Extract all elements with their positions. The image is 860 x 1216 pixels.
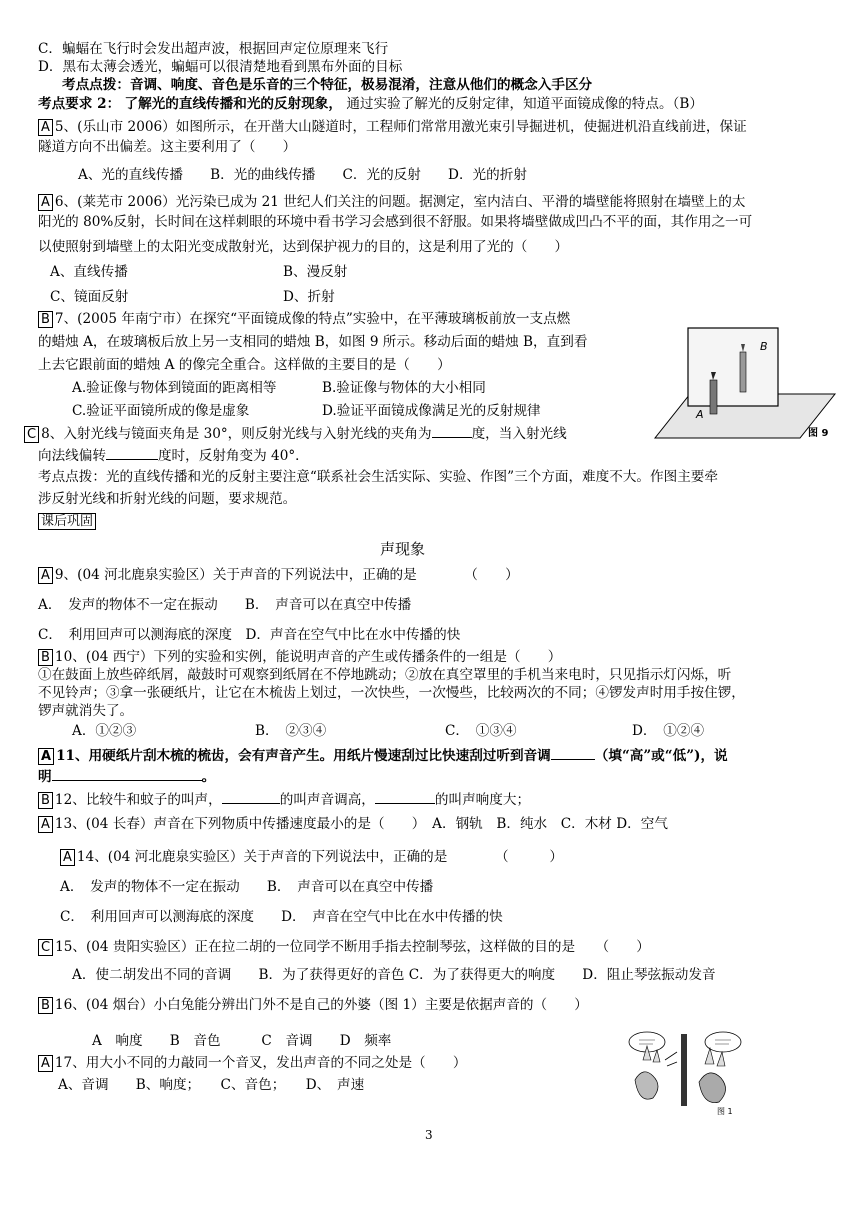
q14-options-cd: C． 利用回声可以测海底的深度 D． 声音在空气中比在水中传播的快 bbox=[60, 909, 503, 925]
q10-option-b: B． ②③④ bbox=[255, 723, 327, 739]
figure-1-caption: 图 1 bbox=[717, 1107, 733, 1116]
q6-option-d: D、折射 bbox=[283, 289, 335, 305]
q5-options: A、光的直线传播 B．光的曲线传播 C．光的反射 D．光的折射 bbox=[78, 167, 527, 183]
q13-tag: A bbox=[38, 816, 53, 833]
q5-line2: 隧道方向不出偏差。这主要利用了（ ） bbox=[38, 139, 297, 155]
q11-blank-1 bbox=[551, 746, 595, 760]
figure-9-caption: 图 9 bbox=[808, 428, 829, 439]
q7-option-a: A.验证像与物体到镜面的距离相等 bbox=[72, 380, 277, 396]
q15-options: A．使二胡发出不同的音调 B．为了获得更好的音色 C．为了获得更大的响度 D．阻止琴弦振动发音 bbox=[72, 967, 716, 983]
q9-options-ab: A． 发声的物体不一定在振动 B． 声音可以在真空中传播 bbox=[38, 597, 412, 613]
q6-option-b: B、漫反射 bbox=[283, 264, 348, 280]
q8-line2: 向法线偏转 度时，反射角变为 40°． bbox=[38, 448, 309, 464]
q6-tag: A bbox=[38, 194, 53, 211]
q7-line1: B 7、(2005 年南宁市）在探究“平面镜成像的特点”实验中，在平薄玻璃板前放一支点燃 bbox=[38, 310, 570, 328]
q7-line2: 的蜡烛 A，在玻璃板后放上另一支相同的蜡烛 B，如图 9 所示。移动后面的蜡烛 B，直到看 bbox=[38, 334, 588, 350]
req-label: 考点要求 2： bbox=[38, 96, 121, 112]
q10-option-d: D． ①②④ bbox=[632, 723, 705, 739]
q17-line1: A 17、用大小不同的力敲同一个音叉，发出声音的不同之处是（ ） bbox=[38, 1054, 466, 1072]
q10-line3: 不见铃声；③拿一张硬纸片，让它在木梳齿上划过，一次快些，一次慢些，比较两次的不同；④锣发声时用手按住锣， bbox=[38, 685, 745, 701]
req-text-a: 了解光的直线传播和光的反射现象， bbox=[124, 96, 342, 112]
page-number: 3 bbox=[425, 1128, 433, 1142]
q10-option-c: C． ①③④ bbox=[445, 723, 517, 739]
q7-tag: B bbox=[38, 311, 53, 328]
q9-line1: A 9、(04 河北鹿泉实验区）关于声音的下列说法中，正确的是 （ ） bbox=[38, 566, 519, 584]
q16-options: A 响度 B 音色 C 音调 D 频率 bbox=[92, 1033, 392, 1049]
q16-line1: B 16、(04 烟台）小白兔能分辨出门外不是自己的外婆（图 1）主要是依据声音的（ ） bbox=[38, 996, 588, 1014]
q16-tag: B bbox=[38, 997, 53, 1014]
after-class-review: 课后巩固 bbox=[38, 512, 98, 530]
tip-1: 考点点拨：音调、响度、音色是乐音的三个特征，极易混淆，注意从他们的概念入手区分 bbox=[62, 77, 593, 93]
q8-blank-1 bbox=[432, 424, 472, 438]
q7-option-b: B.验证像与物体的大小相同 bbox=[322, 380, 486, 396]
q12-blank-2 bbox=[375, 790, 435, 804]
q11-blank-2 bbox=[52, 767, 202, 781]
q9-options-cd: C． 利用回声可以测海底的深度 D．声音在空气中比在水中传播的快 bbox=[38, 627, 461, 643]
q15-tag: C bbox=[38, 939, 53, 956]
q12-line: B 12、比较牛和蚊子的叫声， 的叫声音调高， 的叫声响度大； bbox=[38, 790, 530, 809]
q11-line1: A 11、用硬纸片刮木梳的梳齿，会有声音产生。用纸片慢速刮过比快速刮过听到音调 （填“高”或“低”)，说 bbox=[38, 746, 728, 765]
q8-line1: C 8、入射光线与镜面夹角是 30°，则反射光线与入射光线的夹角为 度，当入射光线 bbox=[24, 424, 567, 443]
q6-line1: A 6、(莱芜市 2006）光污染已成为 21 世纪人们关注的问题。据测定，室内洁白、平滑的墙壁能将照射在墙壁上的太 bbox=[38, 193, 745, 211]
q11-line2: 明 。 bbox=[38, 769, 216, 785]
q12-blank-1 bbox=[222, 790, 280, 804]
q6-option-c: C、镜面反射 bbox=[50, 289, 129, 305]
q17-tag: A bbox=[38, 1055, 53, 1072]
q11-tag: A bbox=[38, 748, 54, 765]
q6-line2: 阳光的 80%反射，长时间在这样刺眼的环境中看书学习会感到很不舒服。如果将墙壁做成凹凸不平的面，其作用之一可 bbox=[38, 214, 753, 230]
q10-line4: 锣声就消失了。 bbox=[38, 703, 134, 719]
option-c-bat: C．蝙蝠在飞行时会发出超声波，根据回声定位原理来飞行 bbox=[38, 41, 389, 57]
q6-line3: 以使照射到墙壁上的太阳光变成散射光，达到保护视力的目的，这是利用了光的（ ） bbox=[38, 239, 569, 255]
option-d-bat: D．黑布太薄会透光，蝙蝠可以很清楚地看到黑布外面的目标 bbox=[38, 59, 403, 75]
req-text-b: 通过实验了解光的反射定律，知道平面镜成像的特点。（B） bbox=[346, 96, 703, 112]
q5-tag: A bbox=[38, 119, 53, 136]
q8-blank-2 bbox=[106, 446, 158, 460]
q15-line1: C 15、(04 贵阳实验区）正在拉二胡的一位同学不断用手指去控制琴弦，这样做的目的是 （ ） bbox=[38, 938, 650, 956]
figure-label-b: B bbox=[760, 340, 768, 353]
q5-line1: A 5、(乐山市 2006）如图所示，在开凿大山隧道时，工程师们常常用激光束引导掘进机，使掘进机沿直线前进，保证 bbox=[38, 118, 747, 136]
q17-options: A、音调 B、响度； C、音色； D、 声速 bbox=[58, 1077, 365, 1093]
tip-2-line1: 考点点拨：光的直线传播和光的反射主要注意“联系社会生活实际、实验、作图”三个方面，难度不大。作图主要牵 bbox=[38, 469, 718, 485]
q12-tag: B bbox=[38, 792, 53, 809]
q7-line3: 上去它跟前面的蜡烛 A 的像完全重合。这样做的主要目的是（ ） bbox=[38, 357, 451, 373]
q7-option-c: C.验证平面镜所成的像是虚象 bbox=[72, 403, 250, 419]
q14-tag: A bbox=[60, 849, 75, 866]
q8-tag: C bbox=[24, 426, 39, 443]
q6-option-a: A、直线传播 bbox=[50, 264, 128, 280]
figure-label-a: A bbox=[696, 408, 704, 421]
q10-tag: B bbox=[38, 649, 53, 666]
q9-tag: A bbox=[38, 567, 53, 584]
q7-option-d: D.验证平面镜成像满足光的反射规律 bbox=[322, 403, 541, 419]
requirement-2 bbox=[38, 95, 703, 113]
q14-line1: A 14、(04 河北鹿泉实验区）关于声音的下列说法中，正确的是 （ ） bbox=[60, 848, 563, 866]
q10-line2: ①在鼓面上放些碎纸屑，敲鼓时可观察到纸屑在不停地跳动；②放在真空罩里的手机当来电时，只见指示灯闪烁，听 bbox=[38, 667, 732, 683]
q14-options-ab: A． 发声的物体不一定在振动 B． 声音可以在真空中传播 bbox=[60, 879, 434, 895]
q10-option-a: A．①②③ bbox=[72, 723, 137, 739]
tip-2-line2: 涉反射光线和折射光线的问题，要求规范。 bbox=[38, 491, 297, 507]
figure-1-rabbit-cartoon bbox=[625, 1030, 745, 1116]
figure-9-mirror-experiment bbox=[650, 322, 840, 442]
section-title-sound: 声现象 bbox=[380, 540, 426, 558]
q10-line1: B 10、(04 西宁）下列的实验和实例，能说明声音的产生或传播条件的一组是（ ） bbox=[38, 648, 561, 666]
q13-line: A 13、(04 长春）声音在下列物质中传播速度最小的是（ ） A．钢轨 B．纯水 C．木材 D．空气 bbox=[38, 815, 668, 833]
